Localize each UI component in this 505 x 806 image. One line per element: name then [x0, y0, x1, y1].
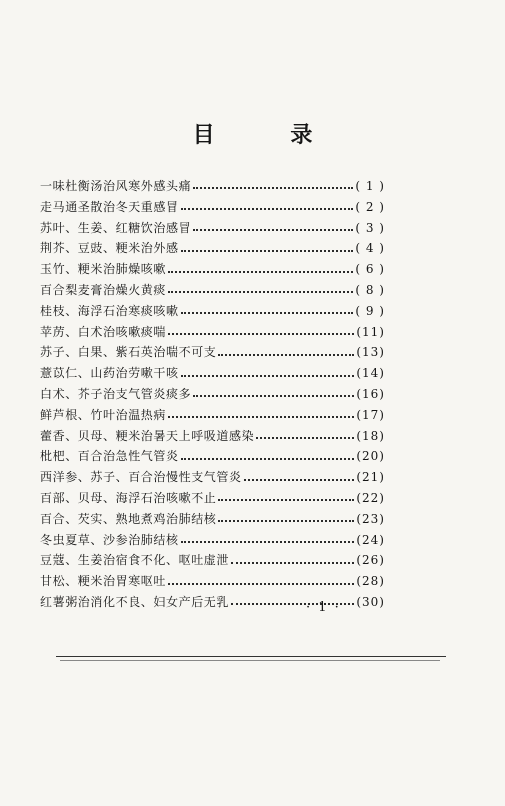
toc-leader-dots — [193, 395, 354, 397]
toc-entry-page: (23) — [356, 511, 385, 526]
toc-entry-title: 苹苈、白术治咳嗽痰喘 — [40, 324, 167, 339]
toc-entry-page: ( 3 ) — [355, 220, 385, 235]
toc-entry — [40, 571, 385, 592]
toc-leader-dots — [168, 333, 354, 335]
toc-entry-title: 百部、贝母、海浮石治咳嗽不止 — [40, 490, 217, 505]
toc-entry-page: (24) — [356, 532, 385, 547]
toc-entry-title: 红薯粥治消化不良、妇女产后无乳 — [40, 594, 230, 609]
toc-entry — [40, 426, 385, 447]
toc-entry-page: ( 6 ) — [355, 262, 385, 277]
toc-entry-page: (16) — [356, 386, 385, 401]
toc-entry — [40, 197, 385, 218]
toc-entry-page: (22) — [356, 490, 385, 505]
toc-entry — [40, 238, 385, 259]
toc-leader-dots — [181, 458, 355, 460]
toc-entry-page: (13) — [356, 345, 385, 360]
bottom-rule — [56, 656, 446, 657]
toc-entry — [40, 446, 385, 467]
table-of-contents — [40, 176, 385, 613]
toc-entry-title: 枇杷、百合治急性气管炎 — [40, 449, 179, 464]
toc-entry — [40, 176, 385, 197]
page-title: 目 录 — [192, 122, 347, 148]
toc-entry-title: 桂枝、海浮石治寒痰咳嗽 — [40, 303, 179, 318]
toc-entry — [40, 322, 385, 343]
toc-entry-title: 白术、芥子治支气管炎痰多 — [40, 386, 192, 401]
toc-entry — [40, 259, 385, 280]
toc-leader-dots — [193, 187, 353, 189]
toc-entry — [40, 301, 385, 322]
toc-entry-title: 苏叶、生姜、红糖饮治感冒 — [40, 220, 192, 235]
toc-entry-page: (21) — [356, 470, 385, 485]
toc-leader-dots — [193, 229, 353, 231]
toc-entry-page: (14) — [356, 366, 385, 381]
toc-entry — [40, 342, 385, 363]
toc-entry-page: ( 1 ) — [355, 179, 385, 193]
toc-leader-dots — [181, 250, 354, 252]
toc-entry — [40, 530, 385, 551]
toc-entry-page: (17) — [356, 407, 385, 422]
toc-leader-dots — [218, 354, 354, 356]
toc-entry — [40, 467, 385, 488]
toc-entry-title: 苏子、白果、紫石英治喘不可支 — [40, 345, 217, 360]
toc-entry-title: 玉竹、粳米治肺燥咳嗽 — [40, 262, 167, 277]
toc-entry-title: 鲜芦根、竹叶治温热病 — [40, 407, 167, 422]
toc-entry-title: 百合梨麦膏治燥火黄痰 — [40, 282, 167, 297]
toc-entry-page: ( 8 ) — [355, 282, 385, 297]
toc-leader-dots — [218, 499, 354, 501]
toc-entry-page: ( 4 ) — [355, 241, 385, 256]
toc-leader-dots — [181, 208, 354, 210]
toc-leader-dots — [168, 583, 354, 585]
toc-entry-title: 西洋参、苏子、百合治慢性支气管炎 — [40, 470, 242, 485]
toc-entry — [40, 405, 385, 426]
toc-leader-dots — [218, 520, 354, 522]
toc-entry — [40, 280, 385, 301]
toc-leader-dots — [256, 437, 354, 439]
toc-entry-title: 甘松、粳米治胃寒呕吐 — [40, 574, 167, 589]
toc-entry-title: 荆芥、豆豉、粳米治外感 — [40, 241, 179, 256]
toc-entry-title: 冬虫夏草、沙参治肺结核 — [40, 532, 179, 547]
toc-entry-page: (18) — [356, 428, 385, 443]
toc-leader-dots — [168, 271, 353, 273]
toc-entry-page: (30) — [356, 594, 385, 609]
toc-leader-dots — [181, 541, 355, 543]
toc-entry-title: 豆蔻、生姜治宿食不化、呕吐虚泄 — [40, 553, 230, 568]
bottom-rule-secondary — [60, 660, 440, 661]
toc-leader-dots — [231, 562, 354, 564]
toc-entry — [40, 384, 385, 405]
toc-entry-page: (11) — [356, 324, 385, 339]
toc-entry-title: 薏苡仁、山药治劳嗽干咳 — [40, 366, 179, 381]
toc-entry — [40, 550, 385, 571]
toc-entry-title: 藿香、贝母、粳米治暑天上呼吸道感染 — [40, 428, 255, 443]
toc-leader-dots — [168, 416, 354, 418]
toc-entry-page: (20) — [356, 449, 385, 464]
toc-entry-page: ( 2 ) — [355, 199, 385, 214]
toc-entry-page: (28) — [356, 574, 385, 589]
page-number: · 1 · — [306, 600, 341, 615]
toc-entry — [40, 488, 385, 509]
toc-entry-title: 走马通圣散治冬天重感冒 — [40, 199, 179, 214]
toc-leader-dots — [244, 479, 355, 481]
toc-entry — [40, 363, 385, 384]
toc-leader-dots — [181, 375, 355, 377]
toc-entry — [40, 509, 385, 530]
toc-leader-dots — [168, 291, 353, 293]
toc-entry-page: (26) — [356, 553, 385, 568]
toc-entry-page: ( 9 ) — [355, 303, 385, 318]
toc-leader-dots — [181, 312, 354, 314]
toc-entry — [40, 218, 385, 239]
toc-entry-title: 百合、芡实、熟地煮鸡治肺结核 — [40, 511, 217, 526]
toc-entry-title: 一味杜衡汤治风寒外感头痛 — [40, 179, 192, 193]
